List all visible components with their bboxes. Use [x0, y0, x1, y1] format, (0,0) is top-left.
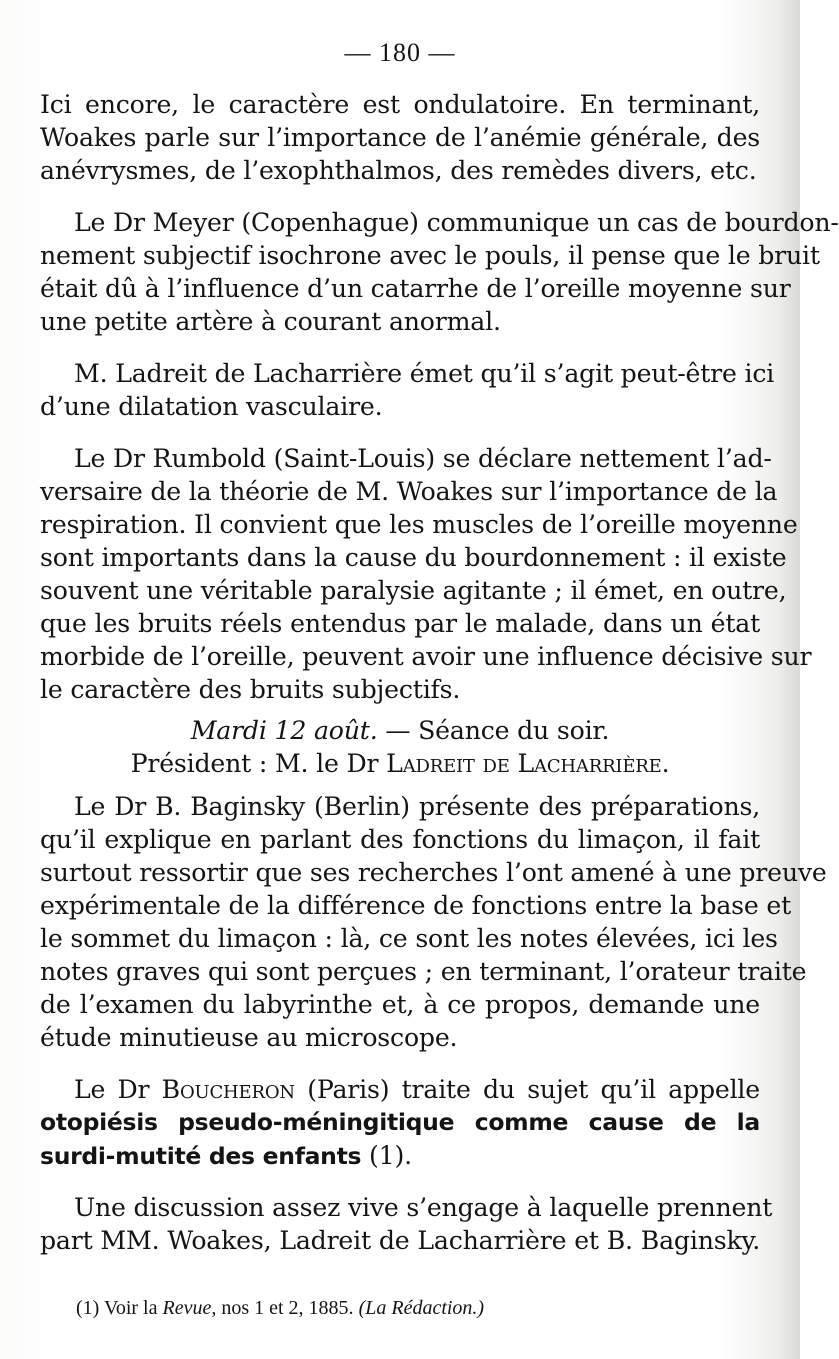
text-line: Le Dr B. Baginsky (Berlin) présente des préparations,: [74, 792, 760, 821]
session-heading: [40, 714, 760, 747]
session-date: Mardi 12 août.: [190, 716, 378, 745]
footnote-credit: (La Rédaction.): [358, 1297, 485, 1319]
text-line: expérimentale de la différence de fonctions entre la base et: [40, 891, 792, 920]
text-line: étude minutieuse au microscope.: [40, 1023, 458, 1052]
footnote-marker: (1) Voir la: [76, 1297, 163, 1319]
boucheron-rest: (Paris) traite du sujet qu’il appelle: [294, 1075, 760, 1104]
text-line: Une discussion assez vive s’engage à laquelle prennent: [74, 1193, 773, 1222]
text-line: versaire de la théorie de M. Woakes sur l’importance de la: [40, 477, 778, 506]
text-line: que les bruits réels entendus par le malade, dans un état: [40, 609, 760, 638]
text-line: Ici encore, le caractère est ondulatoire. En terminant,: [40, 90, 760, 119]
page-number: — 180 —: [344, 38, 456, 67]
paragraph-woakes: [40, 88, 760, 187]
text-line: une petite artère à courant anormal.: [40, 307, 501, 336]
text-line: sont importants dans la cause du bourdonnement : il existe: [40, 543, 787, 572]
bold-title-line: otopiésis pseudo-méningitique comme cause de la: [40, 1108, 760, 1136]
bold-title-line: surdi-mutité des enfants: [40, 1142, 362, 1170]
text-line: morbide de l’oreille, peuvent avoir une influence décisive sur: [40, 642, 812, 671]
text-line: d’une dilatation vasculaire.: [40, 392, 383, 421]
boucheron-name: Boucheron: [161, 1075, 295, 1104]
paragraph-baginsky: [40, 790, 827, 1054]
president-prefix: Président : M. le Dr: [130, 749, 387, 778]
text-line: souvent une véritable paralysie agitante ; il émet, en outre,: [40, 576, 787, 605]
text-line: Le Dr Rumbold (Saint-Louis) se déclare nettement l’ad-: [74, 444, 772, 473]
body-text: [40, 88, 839, 1276]
text-line: [40, 1073, 760, 1106]
text-line: de l’examen du labyrinthe et, à ce propos, demande une: [40, 990, 760, 1019]
text-line: qu’il explique en parlant des fonctions du limaçon, il fait: [40, 825, 760, 854]
session-president: [40, 747, 760, 780]
text-line: Le Dr Meyer (Copenhague) communique un cas de bourdon-: [74, 208, 839, 237]
session-title: — Séance du soir.: [377, 716, 610, 745]
text-line: respiration. Il convient que les muscles de l’oreille moyenne: [40, 510, 798, 539]
text-line: M. Ladreit de Lacharrière émet qu’il s’agit peut-être ici: [74, 359, 775, 388]
text-line: le caractère des bruits subjectifs.: [40, 675, 461, 704]
text-line: anévrysmes, de l’exophthalmos, des remèdes divers, etc.: [40, 156, 757, 185]
president-name: Ladreit de Lacharrière.: [386, 749, 670, 778]
footnote-journal: Revue: [162, 1297, 212, 1319]
text-line: [40, 1139, 760, 1172]
text-line: surtout ressortir que ses recherches l’ont amené à une preuve: [40, 858, 827, 887]
paragraph-discussion: [40, 1191, 773, 1257]
footnote-issues: , nos 1 et 2, 1885.: [211, 1297, 359, 1319]
text-line: notes graves qui sont perçues ; en terminant, l’orateur traite: [40, 957, 807, 986]
boucheron-prefix: Le Dr: [74, 1075, 162, 1104]
paragraph-meyer: [40, 206, 839, 338]
text-line: nement subjectif isochrone avec le pouls, il pense que le bruit: [40, 241, 820, 270]
text-line: Woakes parle sur l’importance de l’anémie générale, des: [40, 123, 760, 152]
text-line: était dû à l’influence d’un catarrhe de l’oreille moyenne sur: [40, 274, 791, 303]
footnote-ref: (1).: [361, 1141, 412, 1170]
text-line: part MM. Woakes, Ladreit de Lacharrière et B. Baginsky.: [40, 1226, 760, 1255]
paragraph-rumbold: [40, 442, 812, 706]
footnote: [76, 1297, 484, 1320]
paragraph-boucheron: [40, 1073, 760, 1172]
paragraph-lacharriere: [40, 357, 775, 423]
text-line: le sommet du limaçon : là, ce sont les notes élevées, ici les: [40, 924, 778, 953]
